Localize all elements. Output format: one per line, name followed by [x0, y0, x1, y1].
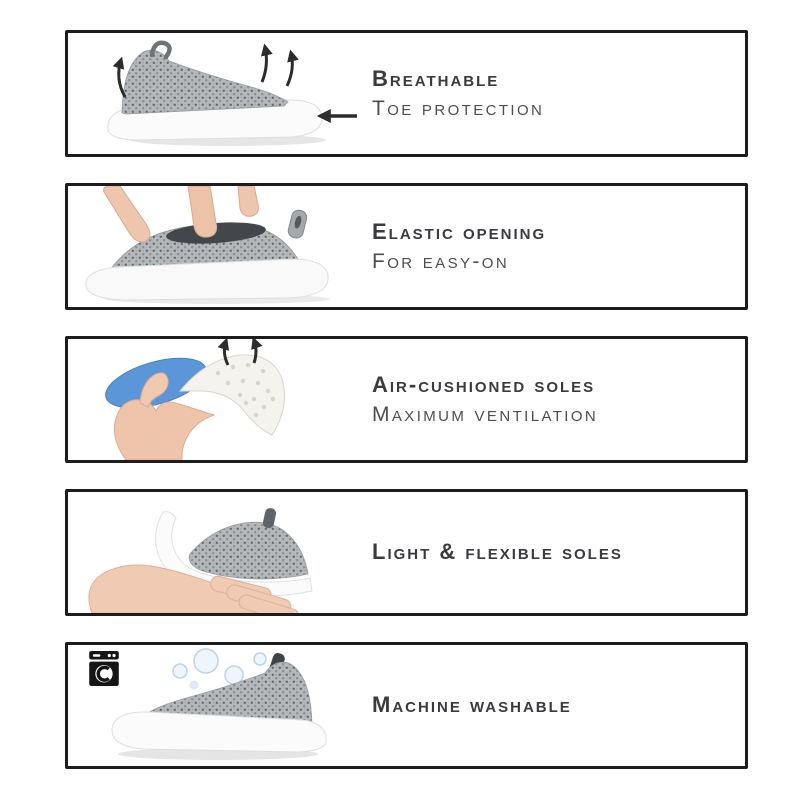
feature-panel-light-flexible: [65, 489, 748, 616]
panel-text-block: [368, 33, 745, 154]
airflow-arrow-icon: [262, 47, 266, 82]
feature-panel-elastic-opening: [65, 183, 748, 310]
panel-text-block: [368, 645, 745, 766]
shoe-airflow-photo: [68, 33, 368, 154]
feature-subtitle: Toe protection: [372, 97, 545, 121]
panel-text-block: [368, 186, 745, 307]
airflow-arrow-icon: [287, 53, 292, 86]
finger: [238, 186, 258, 216]
feature-title: Elastic opening: [372, 218, 547, 244]
panel-illustration: [68, 645, 368, 766]
bent-shoe-photo: [68, 492, 368, 613]
panel-text-block: [368, 339, 745, 460]
panel-illustration: [68, 492, 368, 613]
feature-title: Machine washable: [372, 692, 572, 718]
washing-machine-icon: [88, 650, 120, 687]
feature-title: Light & flexible soles: [372, 539, 623, 565]
feature-subtitle: For easy-on: [372, 250, 510, 274]
feature-title: Air-cushioned soles: [372, 371, 596, 397]
shoe-knit-upper: [189, 522, 308, 579]
finger: [104, 186, 150, 242]
panel-illustration: [68, 186, 368, 307]
hand: [114, 400, 214, 460]
panel-illustration: [68, 33, 368, 154]
feature-title: Breathable: [372, 65, 500, 91]
feature-subtitle: Maximum ventilation: [372, 403, 599, 427]
hand-stretch-photo: [68, 186, 368, 307]
feature-panel-breathable: [65, 30, 748, 157]
insole-photo: [68, 339, 368, 460]
feature-panel-list: [65, 30, 748, 769]
panel-text-block: [368, 492, 745, 613]
panel-illustration: [68, 339, 368, 460]
feature-panel-air-cushioned: [65, 336, 748, 463]
feature-panel-machine-washable: [65, 642, 748, 769]
airflow-arrow-icon: [224, 341, 228, 365]
airflow-arrow-icon: [254, 340, 256, 363]
